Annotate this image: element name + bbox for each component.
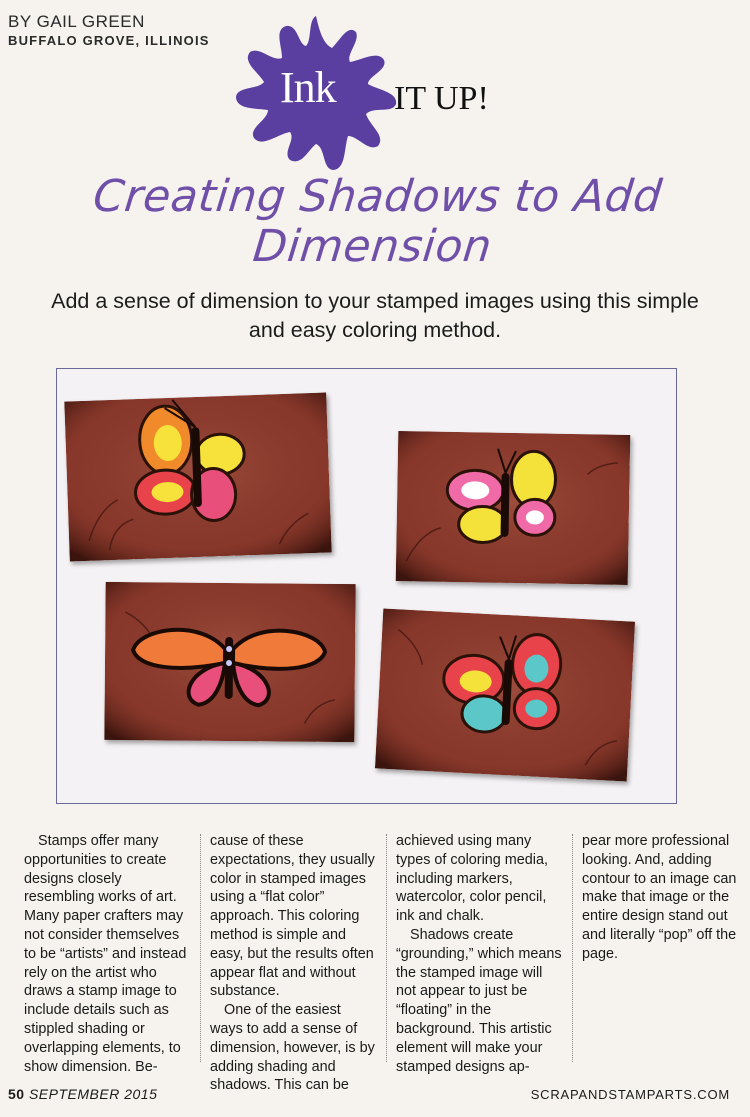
body-paragraph: One of the easiest ways to add a sense of dimension, however, is by adding shading and shadows. This can be (210, 1002, 375, 1094)
byline (8, 12, 210, 48)
body-paragraph: cause of these expectations, they usually color in stamped images using a “flat color” approach. This coloring method is simple and easy, but the results often appear flat and without substance. (210, 833, 375, 1000)
website-url: SCRAPANDSTAMPARTS.COM (530, 1087, 730, 1102)
headline (35, 172, 716, 272)
body-column-2 (210, 832, 376, 1095)
page-footer-left (8, 1086, 157, 1102)
deck-subtitle (15, 287, 735, 345)
body-paragraph: pear more professional looking. And, adding contour to an image can make that image or the entire design stand out and literally “pop” off the page. (582, 833, 737, 962)
body-column-1 (24, 832, 190, 1076)
card-turquoise-butterfly (375, 609, 635, 782)
logo-word-ink: Ink (280, 63, 336, 112)
body-paragraph: achieved using many types of coloring media, including markers, watercolor, color pencil, ink and chalk. (396, 833, 548, 925)
body-column-4 (582, 832, 748, 964)
card-orange-yellow-butterfly (64, 392, 331, 561)
body-paragraph: Stamps offer many opportunities to create designs closely resembling works of art. Many paper crafters may not consider themselves to be “artists” and instead rely on the artist who draws a stamp image to include details such as stippled shading or overlapping elements, to show dimension. Be- (24, 833, 187, 1075)
page-number: 50 (8, 1086, 25, 1102)
headline-line-1: Creating Shadows to Add (90, 171, 665, 222)
card-pink-yellow-butterfly (396, 431, 631, 585)
card-monarch-butterfly (104, 582, 355, 742)
author-location: BUFFALO GROVE, ILLINOIS (8, 33, 210, 48)
column-divider (386, 834, 387, 1062)
body-column-3 (396, 832, 562, 1076)
column-divider (200, 834, 201, 1062)
column-divider (572, 834, 573, 1062)
body-paragraph: Shadows create “grounding,” which means the stamped image will not appear to just be “floating” in the background. This artistic element will make your stamped designs ap- (396, 926, 562, 1075)
deck-line-2: and easy coloring method. (248, 318, 502, 342)
logo-word-it-up: IT UP! (394, 80, 489, 117)
deck-line-1: Add a sense of dimension to your stamped images using this simple (51, 289, 699, 313)
butterfly-cards-photo (56, 368, 677, 804)
issue-date: SEPTEMBER 2015 (28, 1086, 158, 1102)
author-name: BY GAIL GREEN (8, 12, 145, 31)
headline-line-2: Dimension (250, 221, 495, 272)
